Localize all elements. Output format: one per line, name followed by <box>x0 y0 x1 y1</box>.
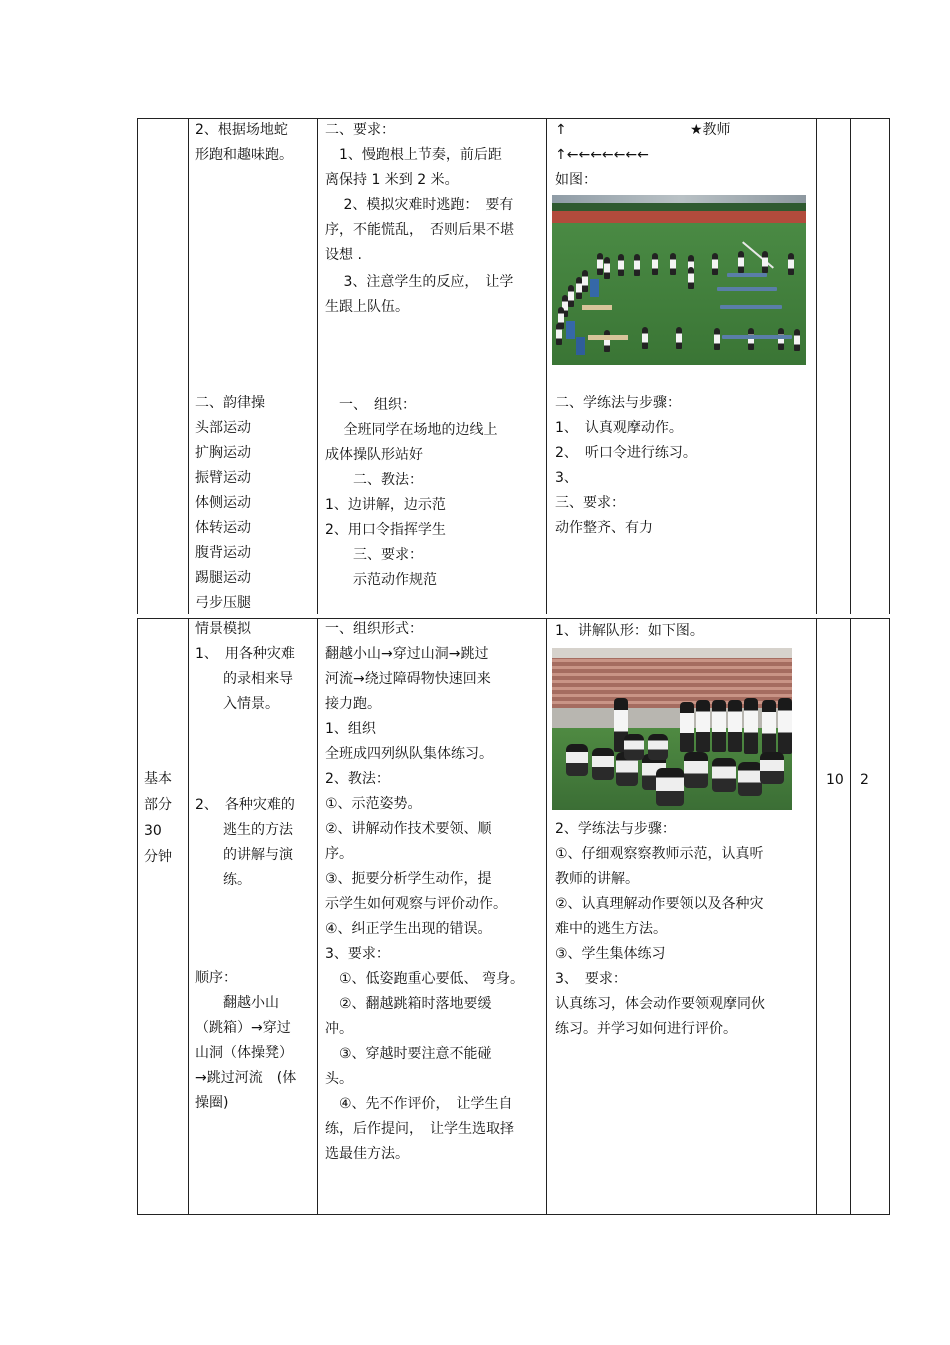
text-line: 1、慢跑根上节奏，前后距 <box>325 147 502 163</box>
student-figure <box>652 253 658 275</box>
text-line: ③、学生集体练习 <box>555 946 666 962</box>
text-line: 接力跑。 <box>325 696 381 712</box>
text-line: ④、纠正学生出现的错误。 <box>325 921 492 937</box>
text-line: 1、讲解队形：如下图。 <box>555 623 704 639</box>
student-figure <box>568 285 574 307</box>
text-line: 二、教法： <box>325 472 423 488</box>
student-figure <box>688 267 694 289</box>
text-line: 示学生如何观察与评价动作。 <box>325 896 507 912</box>
text-line: ①、仔细观察察教师示范，认真听 <box>555 846 764 862</box>
student-squatting <box>592 748 614 780</box>
student-squatting <box>648 734 668 760</box>
text-line: 1、 用各种灾难 <box>195 646 295 662</box>
text-line: ②、翻越跳箱时落地要缓 <box>325 996 492 1012</box>
exercise-sequence <box>195 966 296 1116</box>
photo-trees <box>552 203 806 211</box>
text-line: ③、穿越时要注意不能碰 <box>325 1046 492 1062</box>
arrow-up-icon: ↑ <box>555 122 567 138</box>
student-figure <box>604 330 610 352</box>
text-line: 序，不能慌乱， 否则后果不堪 <box>325 222 514 238</box>
student-figure <box>642 327 648 349</box>
text-line: 头部运动 <box>195 420 251 436</box>
photo-mat <box>588 335 628 340</box>
student-figure <box>634 254 640 276</box>
text-line: 认真练习，体会动作要领观摩同伙 <box>555 996 765 1012</box>
text-line: 生跟上队伍。 <box>325 299 409 315</box>
text-line: 翻越小山 <box>195 995 279 1011</box>
duration-minutes: 10 <box>826 772 844 788</box>
student-standing <box>778 698 792 754</box>
text-line: 头。 <box>325 1071 353 1087</box>
text-line: 2、学练法与步骤： <box>555 821 676 837</box>
text-line: 2、教法： <box>325 771 390 787</box>
gym-bench <box>720 305 782 309</box>
escape-methods <box>195 793 295 893</box>
text-line: 情景模拟 <box>195 621 251 637</box>
text-line: →跳过河流 (体 <box>195 1070 297 1086</box>
upper-content-run <box>195 118 293 168</box>
text-line: ②、讲解动作技术要领、顺 <box>325 821 492 837</box>
text-line: 全班成四列纵队集体练习。 <box>325 746 493 762</box>
text-line: 练习。并学习如何进行评价。 <box>555 1021 737 1037</box>
text-line: 3、 <box>555 470 578 486</box>
upper-requirements-run <box>325 118 514 320</box>
text-line: ①、低姿跑重心要低、 弯身。 <box>325 971 525 987</box>
text-line: 选最佳方法。 <box>325 1146 409 1162</box>
student-squatting <box>624 734 644 760</box>
text-line: 设想 . <box>325 247 362 263</box>
student-figure <box>712 253 718 275</box>
text-line: ④、先不作评价， 让学生自 <box>325 1096 513 1112</box>
text-line: 教师的讲解。 <box>555 871 639 887</box>
text-line: （跳箱）→穿过 <box>195 1020 291 1036</box>
text-line: 三、要求： <box>555 495 625 511</box>
formation-caption <box>555 619 704 644</box>
lower-divider-2 <box>317 618 318 1215</box>
text-line: 一、组织形式： <box>325 621 423 637</box>
text-line: 的讲解与演 <box>195 847 293 863</box>
student-standing <box>680 702 694 752</box>
text-line: 二、学练法与步骤： <box>555 395 681 411</box>
photo-mat <box>582 305 612 310</box>
student-figure <box>738 251 744 273</box>
student-figure <box>597 253 603 275</box>
text-line: 2、 听口令进行练习。 <box>555 445 697 461</box>
student-squatting <box>712 758 736 792</box>
student-standing <box>696 700 710 752</box>
student-squatting <box>566 744 588 776</box>
run-route-arrows: ↑←←←←←←← <box>555 147 649 163</box>
student-squatting <box>656 768 684 806</box>
text-line: 动作整齐、有力 <box>555 520 653 536</box>
text-line: 3、 要求： <box>555 971 627 987</box>
photo-roof <box>552 648 792 658</box>
text-line: 示范动作规范 <box>325 572 437 588</box>
upper-divider-5 <box>850 118 851 614</box>
student-standing <box>762 700 776 754</box>
gym-box <box>590 279 599 297</box>
student-squatting <box>760 752 784 784</box>
field-formation-photo <box>552 195 806 365</box>
student-squatting <box>738 762 762 796</box>
lower-divider-3 <box>546 618 547 1215</box>
student-figure <box>788 253 794 275</box>
gym-box <box>576 337 585 355</box>
gym-box <box>566 321 575 339</box>
text-line: 一、 组织： <box>325 397 416 413</box>
text-line: 序。 <box>325 846 353 862</box>
text-line: 二、韵律操 <box>195 395 265 411</box>
student-figure <box>618 254 624 276</box>
text-line: 三、要求： <box>325 547 423 563</box>
text-line: 练。 <box>195 872 251 888</box>
text-line: 腹背运动 <box>195 545 251 561</box>
student-figure <box>676 327 682 349</box>
text-line: 踢腿运动 <box>195 570 251 586</box>
text-line: 冲。 <box>325 1021 353 1037</box>
text-line: 形跑和趣味跑。 <box>195 147 293 163</box>
lower-divider-5 <box>850 618 851 1215</box>
text-line: 2、模拟灾难时逃跑： 要有 <box>325 197 514 213</box>
text-line: 1、组织 <box>325 721 376 737</box>
text-line: 逃生的方法 <box>195 822 293 838</box>
student-figure <box>794 329 800 351</box>
text-line: 成体操队形站好 <box>325 447 423 463</box>
text-line: 2、根据场地蛇 <box>195 122 288 138</box>
gym-bench <box>727 273 767 277</box>
text-line: 难中的逃生方法。 <box>555 921 667 937</box>
text-line: 的录相来导 <box>195 671 293 687</box>
upper-divider-4 <box>816 118 817 614</box>
student-figure <box>576 277 582 299</box>
section-label <box>144 766 172 870</box>
teacher-marker: ★教师 <box>690 122 731 138</box>
text-line: 练，后作提问， 让学生选取择 <box>325 1121 514 1137</box>
text-line: 顺序： <box>195 970 237 986</box>
text-line: 二、要求： <box>325 122 395 138</box>
text-line: 山洞（体操凳） <box>195 1045 293 1061</box>
student-standing <box>728 700 742 752</box>
student-figure <box>556 323 562 345</box>
upper-practice-steps <box>555 391 697 541</box>
text-line: 部分 <box>144 797 172 813</box>
lower-divider-1 <box>188 618 189 1215</box>
figure-caption: 如图： <box>555 172 597 188</box>
organization-and-method <box>325 617 524 1167</box>
student-squatting <box>684 752 708 788</box>
student-figure <box>604 257 610 279</box>
text-line: 基本 <box>144 771 172 787</box>
text-line: ③、扼要分析学生动作，提 <box>325 871 492 887</box>
upper-rhythm-exercise <box>195 391 265 616</box>
text-line: 3、注意学生的反应， 让学 <box>325 274 514 290</box>
text-line: 入情景。 <box>195 696 279 712</box>
text-line: 30 <box>144 823 162 839</box>
text-line: 1、 认真观摩动作。 <box>555 420 683 436</box>
text-line: 体转运动 <box>195 520 251 536</box>
text-line: ②、认真理解动作要领以及各种灾 <box>555 896 764 912</box>
student-figure <box>582 270 588 292</box>
text-line: 2、 各种灾难的 <box>195 797 295 813</box>
text-line: 翻越小山→穿过山洞→跳过 <box>325 646 489 662</box>
text-line: 弓步压腿 <box>195 595 251 611</box>
class-demonstration-photo <box>552 648 792 810</box>
student-figure <box>762 251 768 273</box>
text-line: 河流→绕过障碍物快速回来 <box>325 671 491 687</box>
text-line: 离保持 1 米到 2 米。 <box>325 172 459 188</box>
student-figure <box>714 328 720 350</box>
gym-bench <box>722 335 792 339</box>
upper-formation-diagram <box>555 118 810 193</box>
text-line: 振臂运动 <box>195 470 251 486</box>
text-line: 操圈) <box>195 1095 229 1111</box>
text-line: 扩胸运动 <box>195 445 251 461</box>
text-line: 2、用口令指挥学生 <box>325 522 446 538</box>
upper-organization <box>325 393 497 593</box>
student-standing <box>712 700 726 752</box>
text-line: 体侧运动 <box>195 495 251 511</box>
student-figure <box>748 328 754 350</box>
text-line: ①、示范姿势。 <box>325 796 422 812</box>
formation-header <box>555 118 810 143</box>
text-line: 1、边讲解，边示范 <box>325 497 446 513</box>
student-figure <box>670 253 676 275</box>
lower-divider-4 <box>816 618 817 1215</box>
text-line: 分钟 <box>144 849 172 865</box>
upper-divider-1 <box>188 118 189 614</box>
photo-track <box>552 211 806 223</box>
practice-steps <box>555 817 765 1042</box>
scenario-intro <box>195 617 295 717</box>
text-line: 3、要求： <box>325 946 390 962</box>
student-figure <box>778 328 784 350</box>
repetition-count: 2 <box>860 772 869 788</box>
student-standing <box>744 698 758 754</box>
upper-divider-3 <box>546 118 547 614</box>
upper-divider-2 <box>317 118 318 614</box>
text-line: 全班同学在场地的边线上 <box>325 422 498 438</box>
gym-bench <box>717 287 777 291</box>
